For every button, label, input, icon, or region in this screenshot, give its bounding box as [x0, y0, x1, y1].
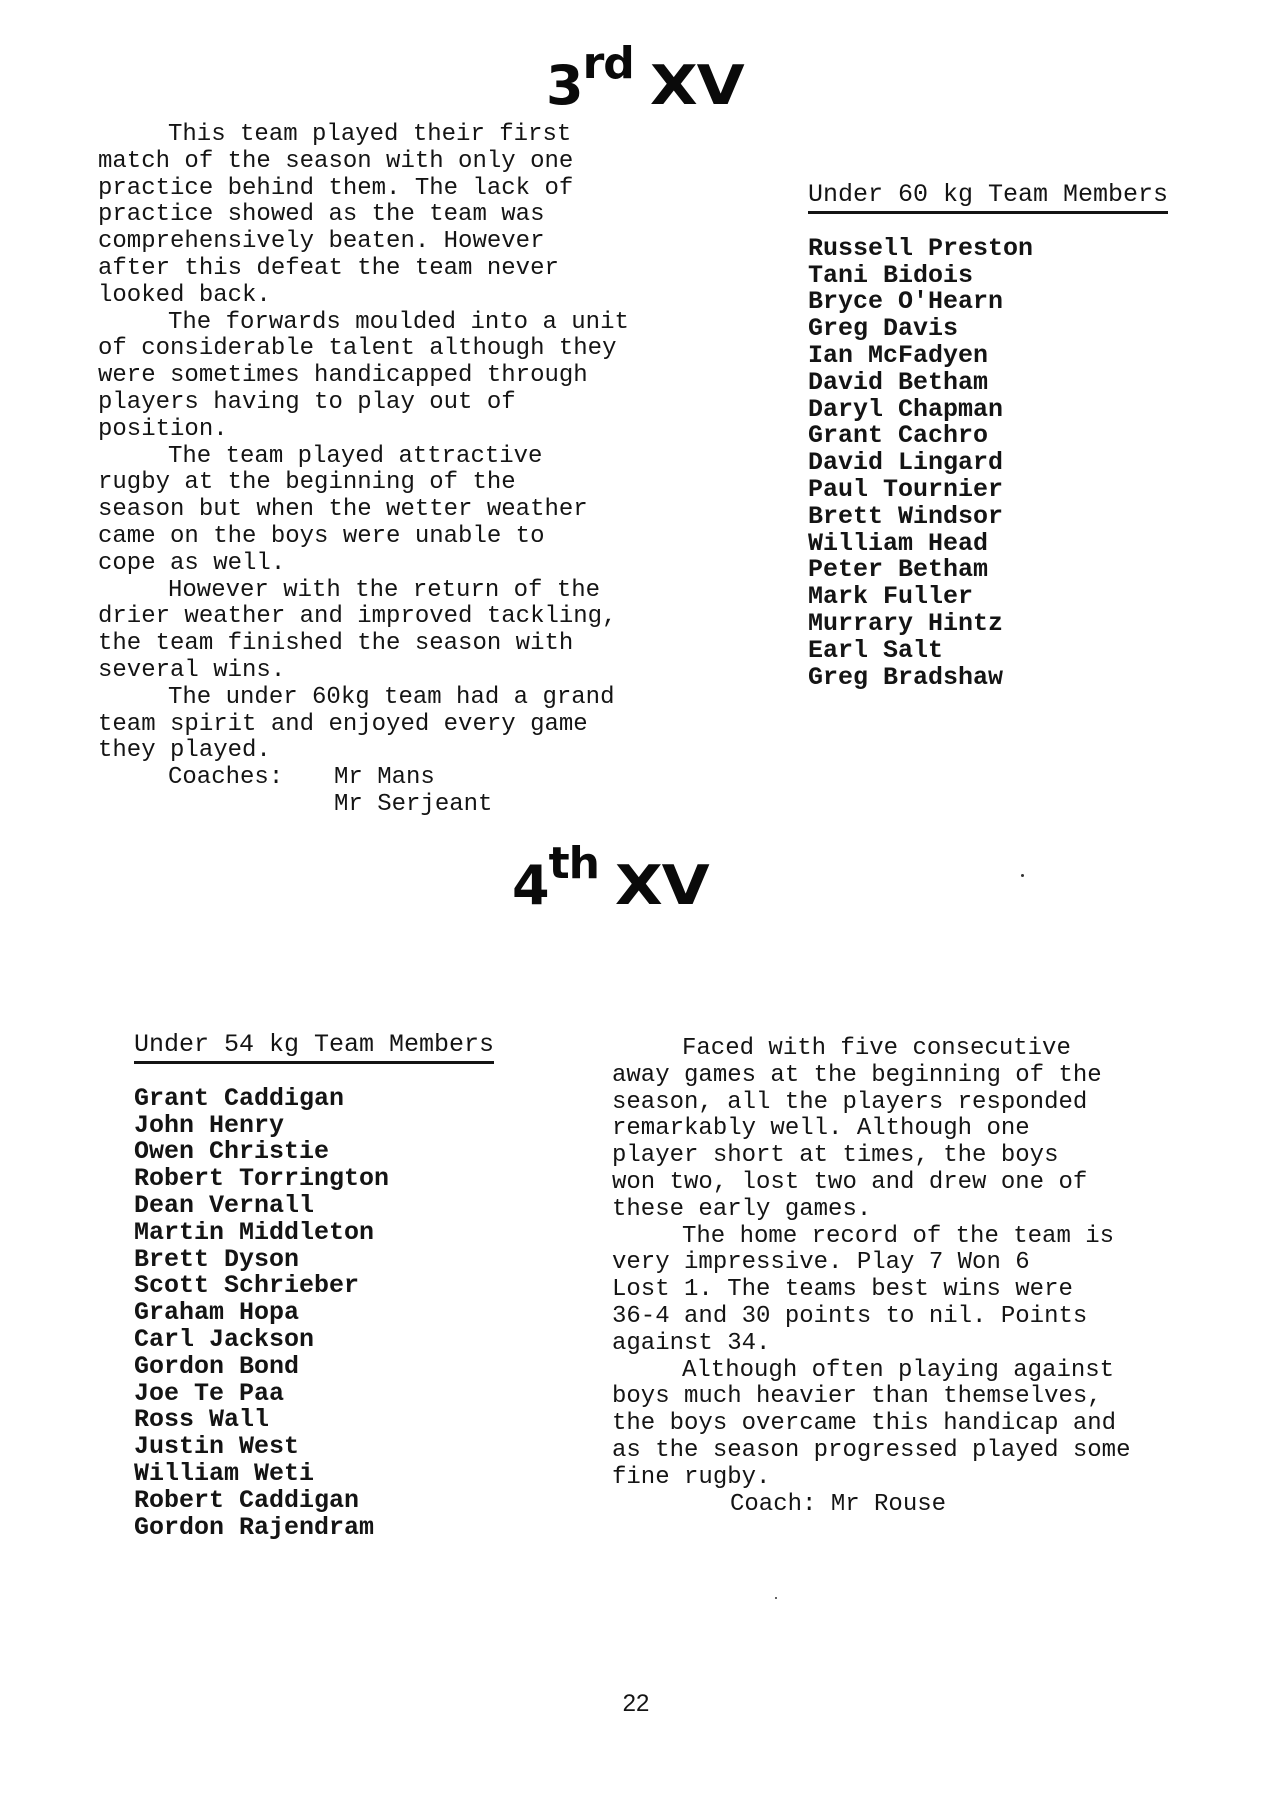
members-title: Under 54 kg Team Members — [134, 1032, 494, 1064]
heading-3rd-suffix: rd — [582, 38, 634, 89]
coaches-label: Coaches: — [168, 764, 284, 792]
list-item: Dean Vernall — [134, 1190, 315, 1220]
paragraph: The under 60kg team had a grand team spirit and enjoyed every game they played. — [98, 683, 615, 765]
heading-3rd-xv — [546, 38, 744, 117]
heading-4th-xv — [512, 838, 709, 917]
team-list-3rd-xv — [808, 182, 1228, 691]
list-item: Daryl Chapman — [808, 394, 1004, 424]
list-item: Ian McFadyen — [808, 340, 989, 370]
list-item: Graham Hopa — [134, 1298, 300, 1328]
members-title: Under 60 kg Team Members — [808, 182, 1168, 214]
paragraph: This team played their first match of the season with only one practice behind them. The lack of practice showed as the team was comprehensively beaten. However after this defeat the team never looked back. — [98, 121, 574, 309]
list-item: David Betham — [808, 367, 989, 397]
list-item: Earl Salt — [808, 635, 944, 665]
story-3rd-xv — [98, 122, 708, 819]
list-item: John Henry — [134, 1110, 285, 1140]
list-item: Russell Preston — [808, 233, 1034, 263]
paragraph: However with the return of the drier weather and improved tackling, the team finished the season with several wins. — [98, 576, 617, 684]
team-list-4th-xv — [134, 1032, 554, 1541]
list-item: Peter Betham — [808, 555, 989, 585]
paragraph: The home record of the team is very impressive. Play 7 Won 6 Lost 1. The teams best wins were 36-4 and 30 points to nil. Points against 34. — [612, 1222, 1115, 1357]
list-item: Murrary Hintz — [808, 608, 1004, 638]
list-item: Owen Christie — [134, 1137, 330, 1167]
heading-4th-xv-label: XV — [614, 854, 709, 917]
list-item: Mark Fuller — [808, 582, 974, 612]
list-item: Justin West — [134, 1432, 300, 1462]
coach-line: Coach: Mr Rouse — [730, 1490, 947, 1518]
list-item: Scott Schrieber — [134, 1271, 360, 1301]
paragraph: Faced with five consecutive away games at the beginning of the season, all the players responded remarkably well. Although one player short at times, the boys won two, lost two and drew one of these early games. — [612, 1035, 1102, 1223]
list-item: Brett Dyson — [134, 1244, 300, 1274]
list-item: Brett Windsor — [808, 501, 1004, 531]
paragraph: The team played attractive rugby at the beginning of the season but when the wetter weather came on the boys were unable to cope as well. — [98, 442, 588, 577]
list-item: Carl Jackson — [134, 1324, 315, 1354]
list-item: Gordon Rajendram — [134, 1512, 375, 1542]
heading-4th-number: 4 — [512, 854, 549, 917]
coaches-block — [98, 765, 708, 819]
list-item: Grant Caddigan — [134, 1083, 345, 1113]
list-item: Bryce O'Hearn — [808, 287, 1004, 317]
list-item: Martin Middleton — [134, 1217, 375, 1247]
list-item: Ross Wall — [134, 1405, 270, 1435]
members-list — [808, 233, 1228, 692]
page-speck — [775, 1597, 777, 1599]
coach-name: Mr Serjeant — [334, 790, 493, 818]
paragraph: Although often playing against boys much heavier than themselves, the boys overcame this handicap and as the season progressed played some fine rugby. — [612, 1356, 1131, 1491]
list-item: Greg Bradshaw — [808, 662, 1004, 692]
list-item: Tani Bidois — [808, 260, 974, 290]
coach-row — [98, 765, 708, 792]
members-list — [134, 1083, 554, 1542]
list-item: Robert Caddigan — [134, 1485, 360, 1515]
list-item: Robert Torrington — [134, 1164, 390, 1194]
list-item: William Head — [808, 528, 989, 558]
page-speck — [1021, 874, 1024, 877]
list-item: Gordon Bond — [134, 1351, 300, 1381]
heading-3rd-xv-label: XV — [649, 54, 744, 117]
list-item: Joe Te Paa — [134, 1378, 285, 1408]
list-item: William Weti — [134, 1458, 315, 1488]
story-4th-xv — [612, 1036, 1212, 1518]
list-item: Greg Davis — [808, 314, 959, 344]
page-number: 22 — [622, 1690, 650, 1717]
list-item: Grant Cachro — [808, 421, 989, 451]
list-item: David Lingard — [808, 448, 1004, 478]
paragraph: The forwards moulded into a unit of considerable talent although they were sometimes handicapped through players having to play out of position. — [98, 308, 629, 443]
coach-name: Mr Mans — [334, 764, 435, 792]
heading-4th-suffix: th — [548, 838, 599, 889]
list-item: Paul Tournier — [808, 474, 1004, 504]
heading-3rd-number: 3 — [546, 54, 583, 117]
coach-row — [98, 792, 708, 819]
